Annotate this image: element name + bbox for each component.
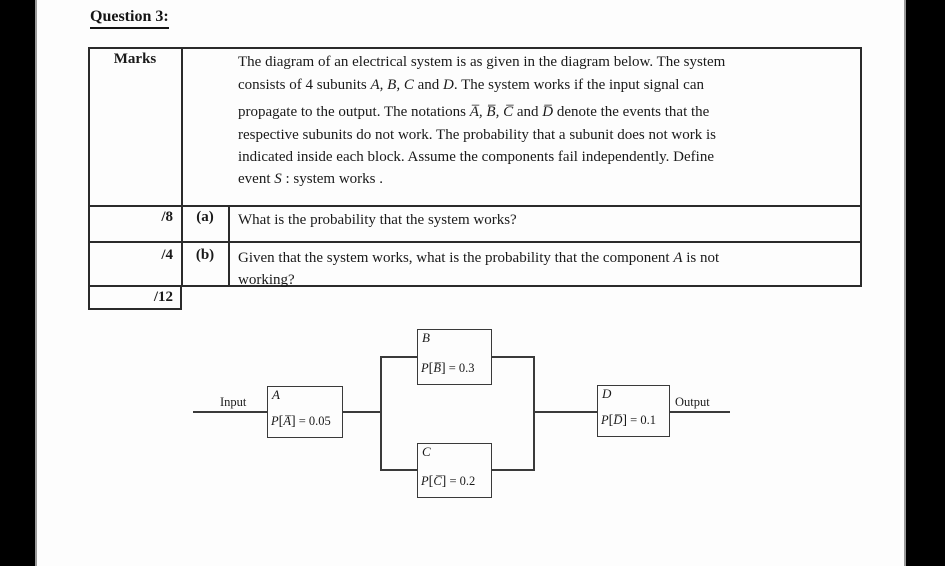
input-label: Input (220, 395, 247, 409)
wire-to-c (380, 469, 418, 471)
marks-value-a: /8 (161, 209, 173, 225)
block-c-probability: P[C̅] = 0.2 (421, 474, 476, 489)
block-a-name: A (272, 387, 280, 402)
marks-column-header: Marks (113, 51, 157, 67)
intro-line-1: The diagram of an electrical system is as given in the diagram below. The system (238, 54, 726, 70)
block-b-name: B (422, 330, 430, 345)
marks-value-b: /4 (161, 247, 173, 263)
table-divider-label-column (228, 207, 230, 287)
intro-line-4: respective subunits do not work. The probability that a subunit does not work is (238, 127, 716, 143)
wire-input (193, 411, 267, 413)
block-b (417, 329, 492, 385)
block-c (417, 443, 492, 498)
intro-line-3: propagate to the output. The notations A̅, B̅, C̅ and D̅ denote the events that the (238, 104, 710, 120)
wire-to-b (380, 356, 418, 358)
block-d-name: D (602, 386, 612, 401)
wire-split-vertical (380, 356, 382, 471)
part-a-question: What is the probability that the system works? (238, 212, 517, 228)
marks-total: /12 (153, 289, 173, 305)
wire-from-c (491, 469, 535, 471)
question-title: Question 3: (90, 8, 169, 29)
wire-merge-vertical (533, 356, 535, 471)
output-label: Output (675, 395, 710, 409)
wire-output (669, 411, 730, 413)
right-black-bar (904, 0, 945, 566)
wire-merge-to-d (533, 411, 597, 413)
intro-line-2: consists of 4 subunits A, B, C and D. The system works if the input signal can (238, 77, 704, 93)
block-a-probability: P[A̅] = 0.05 (271, 414, 331, 429)
part-b-question-line-2: working? (238, 272, 295, 288)
block-a (267, 386, 343, 438)
wire-from-b (491, 356, 535, 358)
part-b-label: (b) (195, 247, 215, 263)
part-a-label: (a) (196, 209, 214, 225)
intro-line-6: event S : system works . (238, 171, 383, 187)
left-black-bar (0, 0, 37, 566)
wire-a-to-split (342, 411, 380, 413)
block-b-probability: P[B̅] = 0.3 (421, 361, 475, 376)
block-d-probability: P[D̅] = 0.1 (601, 413, 656, 428)
block-d (597, 385, 670, 437)
block-c-name: C (422, 444, 431, 459)
intro-line-5: indicated inside each block. Assume the components fail independently. Define (238, 149, 714, 165)
part-b-question-line-1: Given that the system works, what is the probability that the component A is not (238, 250, 720, 266)
